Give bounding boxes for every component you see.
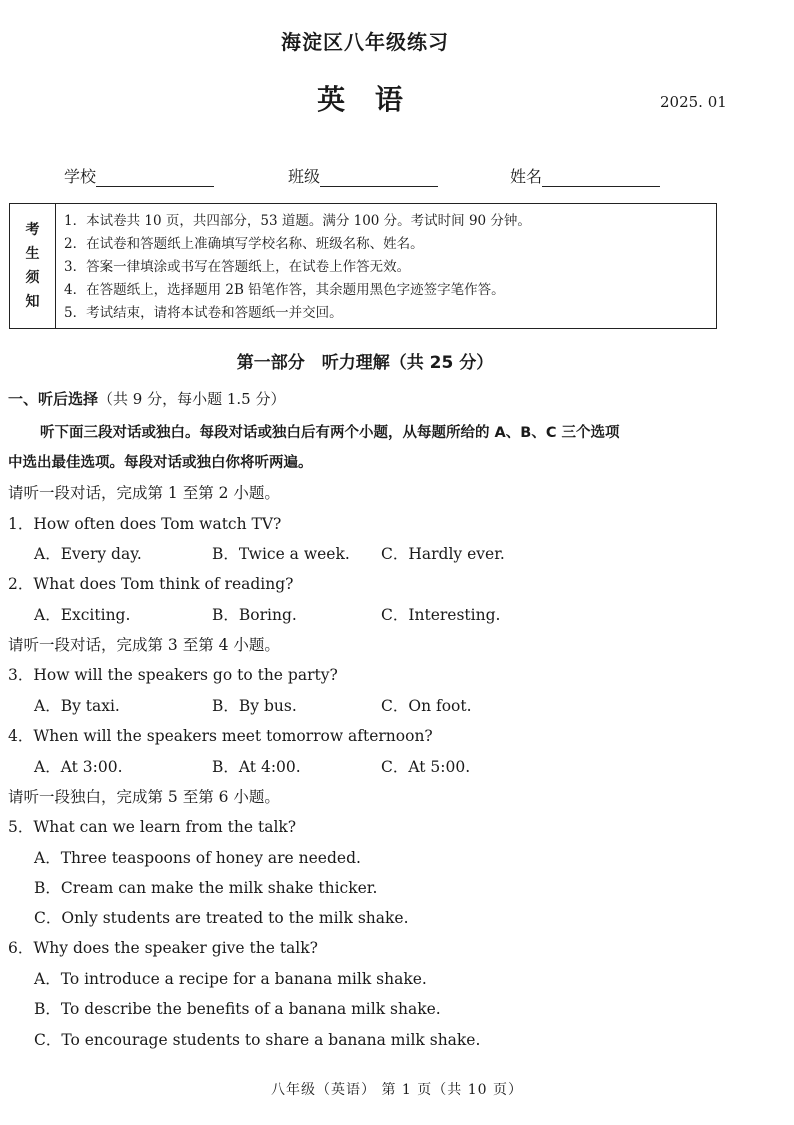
option-c[interactable]: C．At 5:00. bbox=[381, 758, 471, 776]
option-a[interactable]: A．By taxi. bbox=[34, 697, 120, 715]
option-a[interactable]: A．Every day. bbox=[34, 545, 142, 563]
option-c[interactable]: C．Only students are treated to the milk shake. bbox=[34, 909, 409, 927]
section-title: 一、听后选择（共 9 分，每小题 1.5 分） bbox=[8, 390, 286, 408]
option-b[interactable]: B．At 4:00. bbox=[212, 758, 301, 776]
option-b[interactable]: B．Cream can make the milk shake thicker. bbox=[34, 879, 378, 897]
option-b[interactable]: B．Twice a week. bbox=[212, 545, 350, 563]
instruction-line-2: 中选出最佳选项。每段对话或独白你将听两遍。 bbox=[8, 455, 313, 471]
option-a[interactable]: A．To introduce a recipe for a banana milk shake. bbox=[34, 970, 427, 988]
school-blank[interactable] bbox=[96, 168, 214, 187]
page-footer: 八年级（英语） 第 1 页（共 10 页） bbox=[271, 1082, 523, 1098]
question-stem: 6．Why does the speaker give the talk? bbox=[8, 939, 318, 957]
notice-item: 4．在答题纸上，选择题用 2B 铅笔作答，其余题用黑色字迹签字笔作答。 bbox=[64, 282, 505, 298]
notice-item: 3．答案一律填涂或书写在答题纸上，在试卷上作答无效。 bbox=[64, 259, 411, 275]
subject-title: 英 语 bbox=[317, 83, 413, 116]
notice-list bbox=[64, 210, 531, 325]
name-label: 姓名 bbox=[510, 167, 543, 186]
option-c[interactable]: C．On foot. bbox=[381, 697, 472, 715]
part-title: 第一部分 听力理解（共 25 分） bbox=[236, 353, 494, 373]
option-c[interactable]: C．Interesting. bbox=[381, 606, 501, 624]
school-label: 学校 bbox=[64, 167, 97, 186]
notice-item: 5．考试结束，请将本试卷和答题纸一并交回。 bbox=[64, 305, 343, 321]
name-field[interactable] bbox=[510, 164, 660, 187]
option-b[interactable]: B．Boring. bbox=[212, 606, 297, 624]
district-title: 海淀区八年级练习 bbox=[281, 30, 449, 54]
notice-box bbox=[9, 203, 717, 329]
monologue-intro: 请听一段独白，完成第 5 至第 6 小题。 bbox=[8, 788, 280, 806]
option-c[interactable]: C．Hardly ever. bbox=[381, 545, 505, 563]
notice-item: 2．在试卷和答题纸上准确填写学校名称、班级名称、姓名。 bbox=[64, 236, 424, 252]
notice-item: 1．本试卷共 10 页，共四部分，53 道题。满分 100 分。考试时间 90 分钟。 bbox=[64, 213, 531, 229]
school-field[interactable] bbox=[64, 164, 214, 187]
name-blank[interactable] bbox=[542, 168, 660, 187]
question-stem: 5．What can we learn from the talk? bbox=[8, 818, 297, 836]
question-stem: 1．How often does Tom watch TV? bbox=[8, 515, 282, 533]
question-stem: 4．When will the speakers meet tomorrow afternoon? bbox=[8, 727, 433, 745]
instruction-line-1: 听下面三段对话或独白。每段对话或独白后有两个小题，从每题所给的 A、B、C 三个选项 bbox=[40, 425, 620, 441]
option-a[interactable]: A．Three teaspoons of honey are needed. bbox=[34, 849, 361, 867]
notice-label: 考 生 须 知 bbox=[10, 204, 56, 328]
question-stem: 3．How will the speakers go to the party? bbox=[8, 666, 338, 684]
option-c[interactable]: C．To encourage students to share a banana milk shake. bbox=[34, 1031, 481, 1049]
class-blank[interactable] bbox=[320, 168, 438, 187]
class-label: 班级 bbox=[288, 167, 321, 186]
question-stem: 2．What does Tom think of reading? bbox=[8, 575, 294, 593]
option-a[interactable]: A．Exciting. bbox=[34, 606, 131, 624]
dialogue-intro-1: 请听一段对话，完成第 1 至第 2 小题。 bbox=[8, 484, 280, 502]
option-a[interactable]: A．At 3:00. bbox=[34, 758, 123, 776]
option-b[interactable]: B．To describe the benefits of a banana milk shake. bbox=[34, 1000, 441, 1018]
exam-date: 2025. 01 bbox=[660, 93, 727, 111]
dialogue-intro-2: 请听一段对话，完成第 3 至第 4 小题。 bbox=[8, 636, 280, 654]
class-field[interactable] bbox=[288, 164, 438, 187]
option-b[interactable]: B．By bus. bbox=[212, 697, 297, 715]
